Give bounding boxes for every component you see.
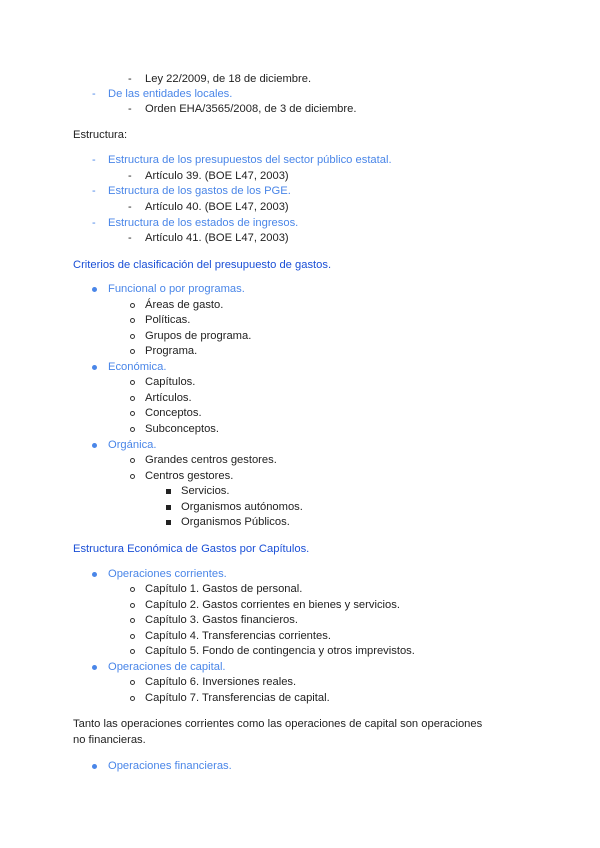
list-item: Artículo 40. (BOE L47, 2003) <box>145 201 289 213</box>
square-bullet <box>166 505 171 510</box>
circle-bullet <box>130 458 135 463</box>
bullet-dot <box>92 443 97 448</box>
list-item: Artículos. <box>145 392 192 404</box>
paragraph-line: no financieras. <box>73 734 146 746</box>
dash-bullet: - <box>128 170 132 182</box>
dash-bullet: - <box>92 217 96 229</box>
list-item: Artículo 41. (BOE L47, 2003) <box>145 232 289 244</box>
list-item: Capítulo 4. Transferencias corrientes. <box>145 630 331 642</box>
list-item: Programa. <box>145 345 198 357</box>
list-item: Capítulos. <box>145 376 196 388</box>
list-item: Estructura de los presupuestos del sector público estatal. <box>108 154 392 166</box>
circle-bullet <box>130 696 135 701</box>
list-item: Áreas de gasto. <box>145 299 224 311</box>
list-item: De las entidades locales. <box>108 88 233 100</box>
list-item: Capítulo 7. Transferencias de capital. <box>145 692 330 704</box>
list-item: Económica. <box>108 361 167 373</box>
section-label: Estructura: <box>73 129 128 141</box>
circle-bullet <box>130 634 135 639</box>
bullet-dot <box>92 665 97 670</box>
list-item: Capítulo 2. Gastos corrientes en bienes y servicios. <box>145 599 400 611</box>
circle-bullet <box>130 349 135 354</box>
list-item: Ley 22/2009, de 18 de diciembre. <box>145 73 312 85</box>
list-item: Operaciones financieras. <box>108 760 232 772</box>
dash-bullet: - <box>92 185 96 197</box>
list-item: Capítulo 6. Inversiones reales. <box>145 676 297 688</box>
list-item: Centros gestores. <box>145 470 234 482</box>
bullet-dot <box>92 365 97 370</box>
square-bullet <box>166 489 171 494</box>
circle-bullet <box>130 396 135 401</box>
dash-bullet: - <box>128 73 132 85</box>
paragraph-line: Tanto las operaciones corrientes como las operaciones de capital son operaciones <box>73 718 483 730</box>
list-item: Conceptos. <box>145 407 202 419</box>
section-heading: Estructura Económica de Gastos por Capítulos. <box>73 543 310 555</box>
list-item: Subconceptos. <box>145 423 220 435</box>
list-item: Operaciones de capital. <box>108 661 226 673</box>
list-item: Estructura de los gastos de los PGE. <box>108 185 291 197</box>
list-item: Estructura de los estados de ingresos. <box>108 217 299 229</box>
circle-bullet <box>130 318 135 323</box>
list-item: Orden EHA/3565/2008, de 3 de diciembre. <box>145 103 357 115</box>
square-bullet <box>166 520 171 525</box>
list-item: Orgánica. <box>108 439 157 451</box>
circle-bullet <box>130 680 135 685</box>
list-item: Artículo 39. (BOE L47, 2003) <box>145 170 289 182</box>
list-item: Organismos autónomos. <box>181 501 303 513</box>
circle-bullet <box>130 303 135 308</box>
circle-bullet <box>130 334 135 339</box>
bullet-dot <box>92 764 97 769</box>
list-item: Grupos de programa. <box>145 330 252 342</box>
dash-bullet: - <box>92 154 96 166</box>
list-item: Capítulo 1. Gastos de personal. <box>145 583 303 595</box>
dash-bullet: - <box>128 232 132 244</box>
list-item: Capítulo 5. Fondo de contingencia y otros imprevistos. <box>145 645 415 657</box>
list-item: Organismos Públicos. <box>181 516 290 528</box>
list-item: Servicios. <box>181 485 230 497</box>
dash-bullet: - <box>128 201 132 213</box>
circle-bullet <box>130 411 135 416</box>
circle-bullet <box>130 587 135 592</box>
list-item: Operaciones corrientes. <box>108 568 227 580</box>
section-heading: Criterios de clasificación del presupuesto de gastos. <box>73 259 332 271</box>
list-item: Políticas. <box>145 314 191 326</box>
circle-bullet <box>130 649 135 654</box>
dash-bullet: - <box>128 103 132 115</box>
circle-bullet <box>130 603 135 608</box>
circle-bullet <box>130 618 135 623</box>
list-item: Capítulo 3. Gastos financieros. <box>145 614 298 626</box>
bullet-dot <box>92 572 97 577</box>
list-item: Funcional o por programas. <box>108 283 245 295</box>
list-item: Grandes centros gestores. <box>145 454 277 466</box>
circle-bullet <box>130 427 135 432</box>
circle-bullet <box>130 380 135 385</box>
dash-bullet: - <box>92 88 96 100</box>
circle-bullet <box>130 474 135 479</box>
bullet-dot <box>92 287 97 292</box>
